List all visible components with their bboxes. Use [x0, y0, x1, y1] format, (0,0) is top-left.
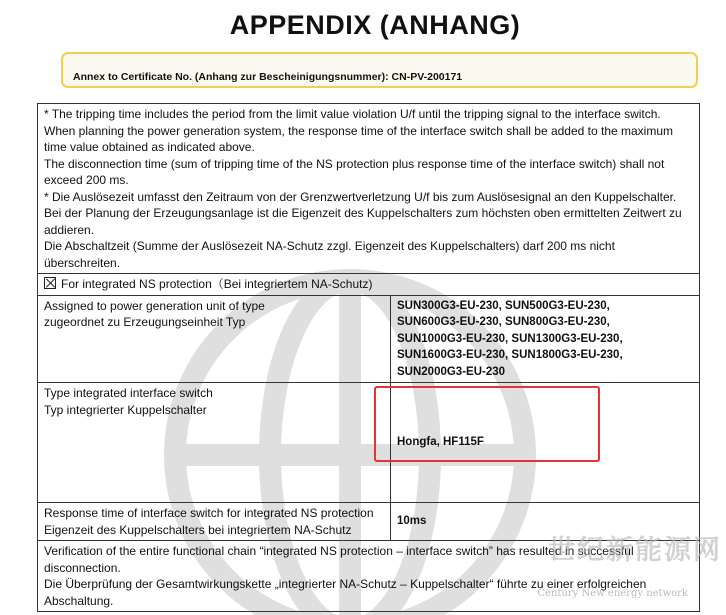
assigned-row: [38, 295, 700, 383]
switch-type-value: Hongfa, HF115F: [391, 383, 700, 503]
verification-en: Verification of the entire functional chain “integrated NS protection – interface switch” has resulted in successful disconnection.: [44, 544, 634, 575]
note-line: When planning the power generation system, the response time of the interface switch shall be added to the maximum time value obtained as indicated above.: [44, 123, 674, 154]
model-line: SUN1600G3-EU-230, SUN1800G3-EU-230,: [397, 349, 623, 361]
switch-type-label-de: Typ integrierter Kuppelschalter: [44, 402, 207, 417]
note-line: The disconnection time (sum of tripping time of the NS protection plus response time of the interface switch) shall not exceed 200 ms.: [44, 156, 665, 187]
switch-type-label-en: Type integrated interface switch: [44, 386, 213, 400]
note-line: * The tripping time includes the period from the limit value violation U/f until the tripping signal to the interface switch.: [44, 107, 661, 121]
model-line: SUN300G3-EU-230, SUN500G3-EU-230,: [397, 299, 610, 312]
switch-type-label: [38, 383, 391, 503]
watermark-text: 世纪新能源网: [548, 535, 722, 566]
annex-certificate-number: Annex to Certificate No. (Anhang zur Bescheinigungsnummer): CN-PV-200171: [73, 71, 463, 83]
model-line: SUN1000G3-EU-230, SUN1300G3-EU-230,: [397, 332, 623, 345]
page-title: APPENDIX (ANHANG): [229, 10, 521, 40]
checked-box-icon: [44, 277, 56, 289]
assigned-label: [38, 295, 391, 383]
model-line: SUN2000G3-EU-230: [397, 365, 506, 378]
integrated-cell: [38, 274, 700, 296]
response-label-de: Eigenzeit des Kuppelschalters bei integriertem NA-Schutz: [44, 522, 352, 537]
annex-certificate-box: [61, 52, 698, 88]
model-line: SUN600G3-EU-230, SUN800G3-EU-230,: [397, 316, 610, 328]
note-line: * Die Auslösezeit umfasst den Zeitraum von der Grenzwertverletzung U/f bis zum Auslösesignal an den Kuppelschalter.: [44, 189, 677, 204]
response-label: [38, 503, 391, 541]
note-line: Bei der Planung der Erzeugungsanlage ist die Eigenzeit des Kuppelschalters zum höchsten oben ermittelten Zeitwert zu addieren.: [44, 206, 682, 237]
highlight-box: [374, 386, 600, 462]
verification-de: Die Überprüfung der Gesamtwirkungskette „integrierter NA-Schutz – Kuppelschalter“ führte zu einer erfolgreichen Abschaltung.: [44, 577, 647, 608]
note-line: Die Abschaltzeit (Summe der Auslösezeit NA-Schutz zzgl. Eigenzeit des Kuppelschalters) darf 200 ms nicht überschreiten.: [44, 239, 615, 270]
switch-type-row: [38, 383, 700, 503]
notes-row: [38, 104, 700, 274]
assigned-value: [391, 295, 700, 383]
assigned-label-en: Assigned to power generation unit of type: [44, 298, 265, 313]
notes-cell: [38, 104, 700, 274]
response-value: 10ms: [391, 503, 700, 541]
response-label-en: Response time of interface switch for integrated NS protection: [44, 506, 374, 520]
assigned-label-de: zugeordnet zu Erzeugungseinheit Typ: [44, 315, 246, 329]
integrated-row: [38, 274, 700, 296]
integrated-label: For integrated NS protection（Bei integriertem NA-Schutz): [61, 277, 373, 291]
watermark-subtext: Century New energy network: [537, 588, 688, 599]
